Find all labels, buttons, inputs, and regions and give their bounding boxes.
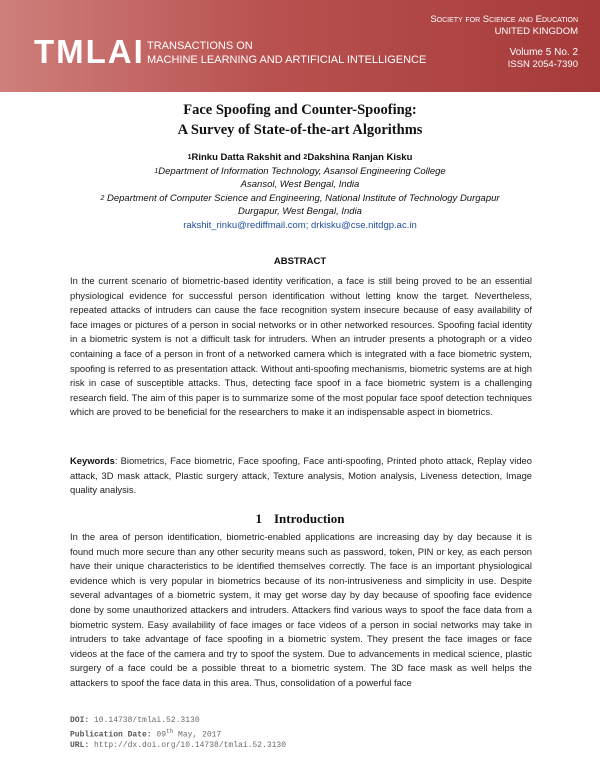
section-number: 1 bbox=[255, 511, 262, 526]
page-footer bbox=[70, 716, 286, 751]
society-country: UNITED KINGDOM bbox=[494, 25, 578, 37]
keywords-label: Keywords bbox=[70, 455, 115, 466]
introduction-text: In the area of person identification, biometric-enabled applications are increasing day by day because it is found much more secure than any other security means such as password, token, PIN or key, as each person have their unique characteristics to be identified themselves correctly. The face is an important physiological evidence which is very popular in biometrics because of its non-intrusiveness and simplicity in use. Despite several advantages of a biometric system, it may get worse day by day because of spoofing face evidence done by some unauthorized attackers and intruders. Attackers find various ways to spoof the face data from a biometric system. Easy availability of face images or face videos of a person in social networks may take in intruders to take advantage of face spoofing in a biometric system. They present the face images or face videos at the face of the camera and try to spoof the system. Due to advancements in medical science, plastic surgery of a face could be a possible threat to a biometric system. The 3D face mask as well helps the attackers to spoof the face data in this area. Thus, consolidation of a powerful face bbox=[70, 531, 532, 688]
society-name: Society for Science and Education bbox=[430, 14, 578, 25]
issn: ISSN 2054-7390 bbox=[507, 59, 578, 70]
footer-publication-date bbox=[70, 727, 286, 741]
journal-name-line2: MACHINE LEARNING AND ARTIFICIAL INTELLIGENCE bbox=[147, 54, 427, 66]
aff1-line1: Department of Information Technology, Asansol Engineering College bbox=[158, 165, 446, 177]
title-line1: Face Spoofing and Counter-Spoofing: bbox=[183, 102, 417, 118]
pub-date-sup: th bbox=[166, 727, 174, 735]
section-title: Introduction bbox=[273, 511, 345, 526]
aff1-line2: Asansol, West Bengal, India bbox=[240, 179, 360, 190]
affiliation2 bbox=[0, 192, 600, 206]
journal-name bbox=[147, 39, 426, 67]
aff2-sup: 2 bbox=[100, 194, 105, 202]
journal-logo: TMLAI bbox=[34, 33, 145, 70]
author1: Rinku Datta Rakshit bbox=[191, 152, 282, 163]
doi-label: DOI: bbox=[70, 716, 90, 725]
author2-sup: 2 bbox=[303, 154, 308, 161]
aff1-sup: 1 bbox=[154, 167, 159, 175]
journal-banner bbox=[0, 0, 600, 92]
pub-date-rest: May, 2017 bbox=[173, 730, 222, 740]
footer-url[interactable] bbox=[70, 741, 286, 752]
author-block bbox=[0, 151, 600, 232]
abstract-heading: ABSTRACT bbox=[273, 256, 327, 267]
url-label: URL: bbox=[70, 740, 90, 750]
aff2-line2: Durgapur, West Bengal, India bbox=[238, 206, 362, 217]
affiliation1 bbox=[0, 165, 600, 179]
author-and: and bbox=[281, 152, 304, 163]
title-line2: A Survey of State-of-the-art Algorithms bbox=[177, 122, 423, 138]
keywords bbox=[70, 454, 532, 498]
doi-value: 10.14738/tmlai.52.3130 bbox=[89, 716, 200, 725]
footer-doi bbox=[70, 716, 286, 727]
paper-title bbox=[0, 100, 600, 140]
author2: Dakshina Ranjan Kisku bbox=[307, 152, 413, 163]
journal-info bbox=[430, 14, 578, 71]
author1-sup: 1 bbox=[187, 154, 192, 161]
journal-name-line1: TRANSACTIONS ON bbox=[147, 40, 253, 52]
pub-label: Publication Date: bbox=[70, 730, 152, 740]
url-value[interactable]: http://dx.doi.org/10.14738/tmlai.52.3130 bbox=[89, 740, 287, 750]
author-emails[interactable]: rakshit_rinku@rediffmail.com; drkisku@cse.nitdgp.ac.in bbox=[183, 219, 417, 231]
keywords-text: : Biometrics, Face biometric, Face spoofing, Face anti-spoofing, Printed photo attack, Replay video attack, 3D mask attack, Plastic surgery attack, Texture analysis, Motion analysis, Liveness detection, Image quality analysis. bbox=[70, 455, 532, 496]
author-names bbox=[0, 151, 600, 165]
abstract-text: In the current scenario of biometric-based identity verification, a face is still being proved to be an essential physiological evidence for successful person identification without letting know the target. Nevertheless, repeated attacks of intruders can cause the face recognition system insecure because of easy availability of face images or pictures of a person in social networks or in other networked resources. Spoofing facial identity in a biometric system is not a difficult task for intruders. When an intruder presents a photograph or a video containing a face of a person in front of a networked camera which is integrated with a face biometric system, spoofing is referred to as presentation attack. Without anti-spoofing mechanisms, biometric systems are at high risk in case of susceptible attacks. Thus, detecting face spoof in a face biometric system is a challenging research field. The aim of this paper is to summarize some of the most popular face spoof detection techniques which are proved to be beneficial for the researchers to make it an indispensable aspect in biometrics. bbox=[70, 275, 532, 418]
aff2-line1: Department of Computer Science and Engineering, National Institute of Technology Durgapur bbox=[104, 192, 500, 204]
section-heading bbox=[0, 511, 600, 527]
pub-date-day: 09 bbox=[151, 730, 167, 740]
volume-number: Volume 5 No. 2 bbox=[509, 47, 578, 58]
